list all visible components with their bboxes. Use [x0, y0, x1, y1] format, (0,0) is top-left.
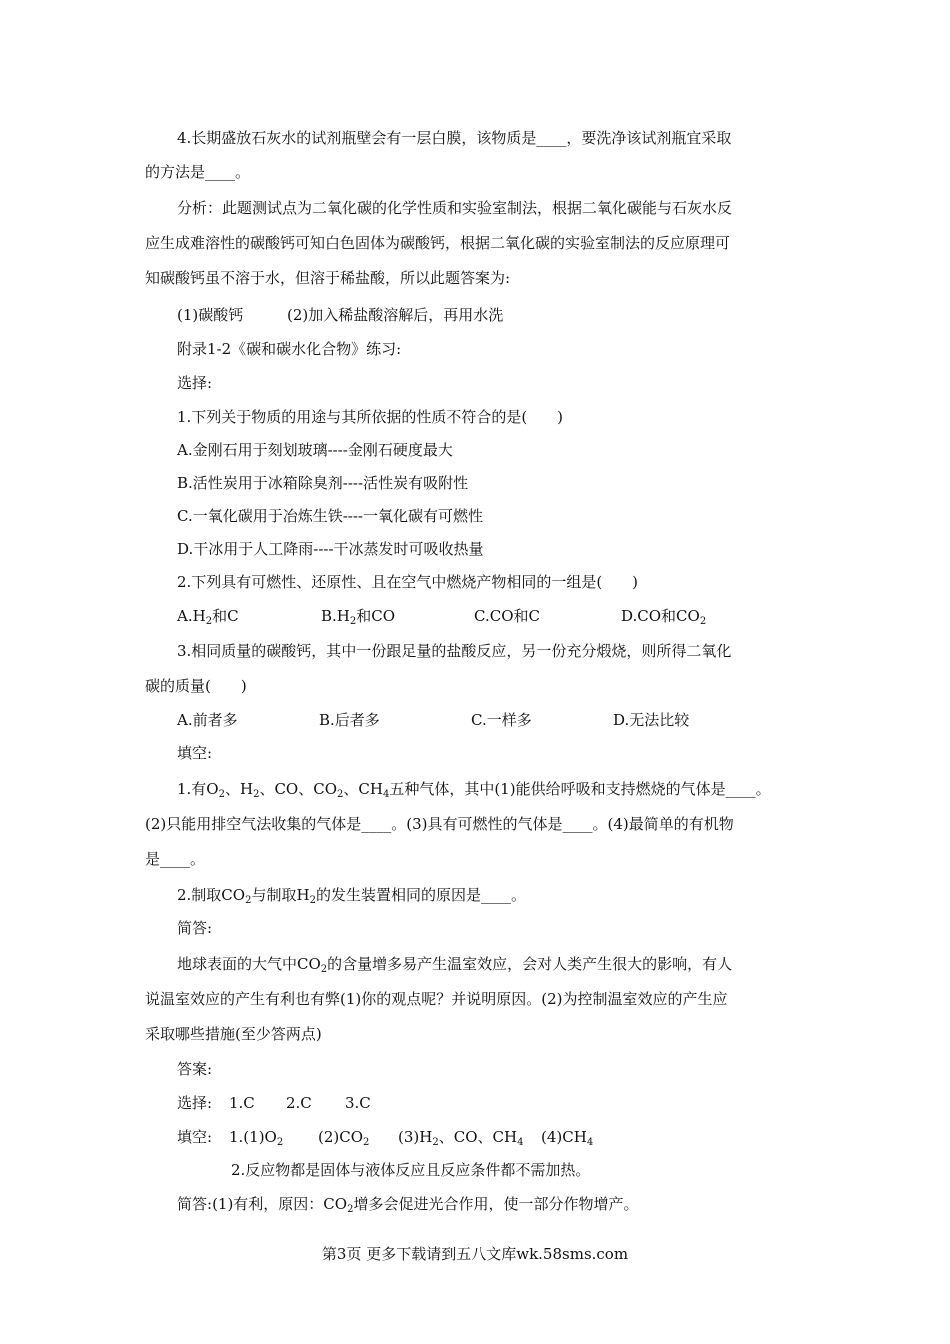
choice-q3-option-d: D.无法比较 [613, 711, 690, 729]
page-footer: 第3页 更多下载请到五八文库wk.58sms.com [321, 1245, 629, 1263]
fill-q1-line2: (2)只能用排空气法收集的气体是____。(3)具有可燃性的气体是____。(4)最简单的有机物 [145, 815, 734, 833]
choice-q1-option-c: C.一氧化碳用于冶炼生铁----一氧化碳有可燃性 [177, 507, 483, 525]
answers-choice-3: 3.C [345, 1094, 371, 1112]
analysis-line3: 知碳酸钙虽不溶于水，但溶于稀盐酸，所以此题答案为: [145, 269, 511, 287]
choice-q3-option-b: B.后者多 [319, 711, 380, 729]
short-heading: 简答: [177, 919, 213, 937]
analysis-answer-2: (2)加入稀盐酸溶解后，再用水洗 [287, 306, 504, 324]
fill-q1-line3: 是____。 [145, 850, 206, 868]
choice-q2-option-c: C.CO和C [474, 607, 540, 625]
choice-heading: 选择: [177, 374, 213, 392]
appendix-title: 附录1-2《碳和碳水化合物》练习: [177, 340, 402, 358]
fill-heading: 填空: [177, 744, 213, 762]
choice-q1-stem: 1.下列关于物质的用途与其所依据的性质不符合的是( ) [177, 408, 564, 426]
analysis-line1: 分析：此题测试点为二氧化碳的化学性质和实验室制法，根据二氧化碳能与石灰水反 [177, 199, 733, 217]
choice-q2-option-a: $A.H_2$和C [177, 607, 239, 627]
fill-q1-line1: 1.有$O_2$、$H_2$、CO、$CO_2$、$CH_4$五种气体，其中(1)能供给呼吸和支持燃烧的气体是____。 [177, 780, 771, 800]
answers-fill-1: $1.(1)O_2$ [229, 1128, 284, 1148]
answers-choice-row: 选择: [177, 1094, 213, 1112]
q4-line1: 4.长期盛放石灰水的试剂瓶壁会有一层白膜，该物质是____，要洗净该试剂瓶宜采取 [177, 129, 732, 147]
answers-heading: 答案: [177, 1060, 213, 1078]
choice-q1-option-d: D.干冰用于人工降雨----干冰蒸发时可吸收热量 [177, 540, 484, 558]
choice-q2-stem: 2.下列具有可燃性、还原性、且在空气中燃烧产物相同的一组是( ) [177, 573, 639, 591]
answers-choice-1: 1.C [229, 1094, 255, 1112]
answers-fill-line2: 2.反应物都是固体与液体反应且反应条件都不需加热。 [231, 1161, 591, 1179]
answers-fill-2: $(2)CO_2$ [318, 1128, 370, 1148]
choice-q3-line2: 碳的质量( ) [145, 677, 247, 695]
choice-q3-option-c: C.一样多 [471, 711, 532, 729]
choice-q1-option-b: B.活性炭用于冰箱除臭剂----活性炭有吸附性 [177, 474, 469, 492]
short-line1: 地球表面的大气中$CO_2$的含量增多易产生温室效应，会对人类产生很大的影响，有人 [177, 955, 733, 975]
q4-line2: 的方法是____。 [145, 163, 251, 181]
analysis-line2: 应生成难溶性的碳酸钙可知白色固体为碳酸钙，根据二氧化碳的实验室制法的反应原理可 [145, 234, 731, 252]
choice-q2-option-d: D.CO和$CO_2$ [621, 607, 707, 627]
choice-q2-option-b: $B.H_2$和CO [321, 607, 396, 627]
short-line2: 说温室效应的产生有利也有弊(1)你的观点呢？并说明原因。(2)为控制温室效应的产生应 [145, 990, 728, 1008]
answers-short: 简答:(1)有利，原因：$CO_2$增多会促进光合作用，使一部分作物增产。 [177, 1195, 639, 1215]
answers-choice-2: 2.C [286, 1094, 312, 1112]
choice-q3-line1: 3.相同质量的碳酸钙，其中一份跟足量的盐酸反应，另一份充分煅烧，则所得二氧化 [177, 642, 732, 660]
short-line3: 采取哪些措施(至少答两点) [145, 1025, 322, 1043]
analysis-answer-1: (1)碳酸钙 [177, 306, 244, 324]
fill-q2: 2.制取$CO_2$与制取$H_2$的发生装置相同的原因是____。 [177, 886, 526, 906]
choice-q1-option-a: A.金刚石用于刻划玻璃----金刚石硬度最大 [177, 441, 453, 459]
answers-fill-label: 填空: [177, 1128, 213, 1146]
answers-fill-4: $(4)CH_4$ [541, 1128, 594, 1148]
answers-fill-3: $(3)H_2$、CO、$CH_4$ [398, 1128, 524, 1148]
choice-q3-option-a: A.前者多 [177, 711, 238, 729]
